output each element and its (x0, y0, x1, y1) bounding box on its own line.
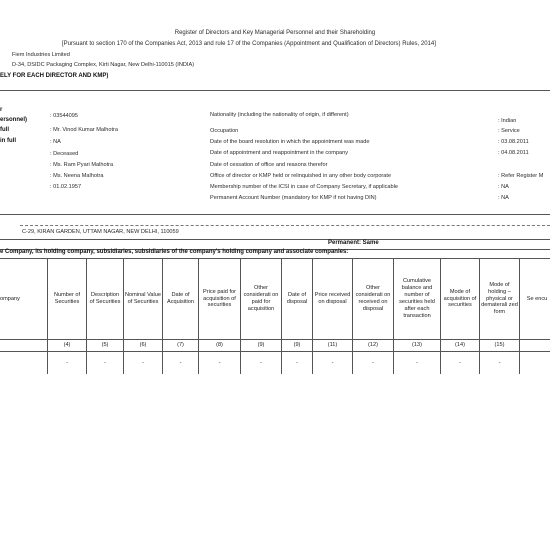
register-subtitle: [Pursuant to section 170 of the Companies Act, 2013 and rule 17 of the Companies (Appointment and Qualification of Directors) Rules, 2014] (62, 41, 436, 47)
table-cell: - (163, 352, 199, 375)
table-cell: - (441, 352, 480, 375)
col-number (0, 340, 48, 352)
table-cell: - (199, 352, 241, 375)
header-company: ompany (0, 259, 48, 340)
spouse-name-value: : Ms. Neena Malhotra (50, 173, 104, 179)
cessation-label: Date of cessation of office and reasons therefor (210, 162, 328, 168)
left-label-3: full (0, 127, 9, 133)
table-number-row (0, 340, 550, 352)
father-name-value: : Deceased (50, 151, 79, 157)
left-label-1: r (0, 107, 3, 113)
table-cell: - (87, 352, 124, 375)
header-price-received: Price received on disposal (313, 259, 353, 340)
table-cell: - (282, 352, 313, 375)
table-row (0, 352, 550, 375)
table-caption: e Company, its holding company, subsidiaries, subsidiaries of the company's holding company and associate companies: (0, 249, 349, 255)
present-address: C-29, KIRAN GARDEN, UTTAM NAGAR, NEW DELHI, 110059 (22, 229, 179, 235)
other-office-value: : Refer Register M (498, 173, 544, 179)
table-cell: - (124, 352, 163, 375)
name-value: : Mr. Vinod Kumar Malhotra (50, 127, 118, 133)
col-number: (5) (87, 340, 124, 352)
header-cumulative-balance: Cumulative balance and number of securities held after each transaction (394, 259, 441, 340)
din-value: : 03544095 (50, 113, 78, 119)
col-number (520, 340, 550, 352)
col-number: (15) (480, 340, 520, 352)
permanent-address: Permanent: Same (328, 240, 379, 246)
left-label-4: in full (0, 138, 16, 144)
shareholding-table (0, 258, 550, 374)
register-title: Register of Directors and Key Managerial Personnel and their Shareholding (174, 30, 376, 36)
left-label-2: ersonnel) (0, 117, 28, 123)
nationality-value: : Indian (498, 118, 517, 124)
pan-value: : NA (498, 195, 509, 201)
address-dotted-line (20, 225, 550, 226)
header-other-consideration-paid: Other considerati on paid for acquisition (241, 259, 282, 340)
col-number: (9) (282, 340, 313, 352)
col-number: (14) (441, 340, 480, 352)
appointment-date-value: : 04.08.2011 (498, 150, 529, 156)
header-other-consideration-received: Other considerati on received on disposal (353, 259, 394, 340)
col-number: (4) (48, 340, 87, 352)
table-cell: - (394, 352, 441, 375)
occupation-label: Occupation (210, 128, 239, 134)
col-number: (11) (313, 340, 353, 352)
address-divider-top (0, 214, 550, 215)
board-resolution-value: : 03.08.2011 (498, 139, 529, 145)
col-number: (12) (353, 340, 394, 352)
company-address: D-34, DSIDC Packaging Complex, Kirti Nagar, New Delhi-110015 (INDIA) (12, 62, 195, 68)
icsi-membership-label: Membership number of the ICSI in case of Company Secretary, if applicable (210, 184, 398, 190)
company-name: Fiem Industries Limited (12, 52, 70, 58)
former-name-value: : NA (50, 139, 61, 145)
table-cell: - (353, 352, 394, 375)
table-cell (520, 352, 550, 375)
header-number-of-securities: Number of Securities (48, 259, 87, 340)
header-securities-encumbered: Se encu (520, 259, 550, 340)
dob-value: : 01.02.1957 (50, 184, 82, 190)
table-header-row (0, 259, 550, 340)
board-resolution-label: Date of the board resolution in which the appointment was made (210, 139, 370, 145)
col-number: (6) (124, 340, 163, 352)
appointment-date-label: Date of appointment and reappointment in the company (210, 150, 349, 156)
section-note: ELY FOR EACH DIRECTOR AND KMP) (0, 73, 109, 79)
table-cell: - (313, 352, 353, 375)
header-price-paid: Price paid for acquisition of securities (199, 259, 241, 340)
col-number: (8) (199, 340, 241, 352)
mother-name-value: : Ms. Ram Pyari Malhotra (50, 162, 114, 168)
col-number: (7) (163, 340, 199, 352)
header-divider (0, 90, 550, 91)
other-office-label: Office of director or KMP held or relinquished in any other body corporate (210, 173, 392, 179)
table-cell: - (48, 352, 87, 375)
header-nominal-value: Nominal Value of Securities (124, 259, 163, 340)
header-date-of-disposal: Date of disposal (282, 259, 313, 340)
header-mode-of-acquisition: Mode of acquisition of securities (441, 259, 480, 340)
address-divider-mid (0, 239, 550, 240)
occupation-value: : Service (498, 128, 520, 134)
col-number: (9) (241, 340, 282, 352)
header-date-of-acquisition: Date of Acquisition (163, 259, 199, 340)
table-cell: - (241, 352, 282, 375)
col-number: (13) (394, 340, 441, 352)
header-description: Description of Securities (87, 259, 124, 340)
icsi-membership-value: : NA (498, 184, 509, 190)
table-cell (0, 352, 48, 375)
header-mode-of-holding: Mode of holding – physical or dematerali zed form (480, 259, 520, 340)
table-cell: - (480, 352, 520, 375)
nationality-label: Nationality (including the nationality of origin, if different) (210, 112, 349, 118)
pan-label: Permanent Account Number (mandatory for KMP if not having DIN) (210, 195, 377, 201)
